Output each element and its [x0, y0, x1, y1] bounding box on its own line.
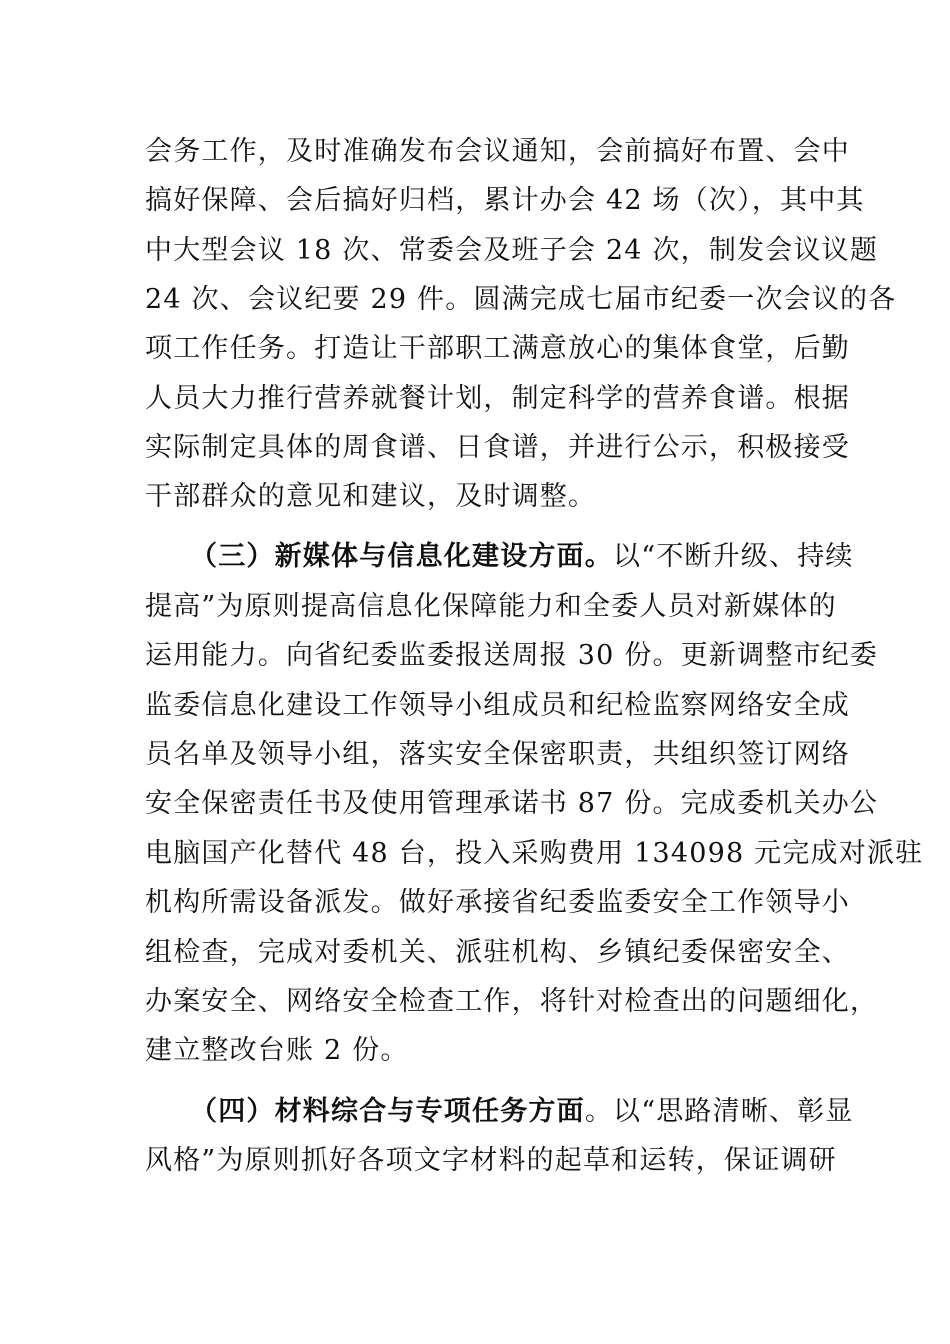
section-3-line-5: 员名单及领导小组，落实安全保密职责，共组织签订网络	[145, 739, 850, 770]
paragraph-1-line-4: 24 次、会议纪要 29 件。圆满完成七届市纪委一次会议的各	[145, 284, 897, 315]
section-3-first-line-text: 以“不断升级、持续	[613, 541, 854, 572]
section-4-line-2: 风格”为原则抓好各项文字材料的起草和运转，保证调研	[145, 1145, 837, 1176]
paragraph-1-line-3: 中大型会议 18 次、常委会及班子会 24 次，制发会议议题	[145, 235, 879, 266]
section-4-heading: （四）材料综合与专项任务方面	[190, 1096, 585, 1127]
section-3-line-8: 机构所需设备派发。做好承接省纪委监委安全工作领导小	[145, 887, 850, 918]
paragraph-1-line-7: 实际制定具体的周食谱、日食谱，并进行公示，积极接受	[145, 432, 850, 463]
paragraph-1-line-1: 会务工作，及时准确发布会议通知，会前搞好布置、会中	[145, 136, 850, 167]
paragraph-1-line-2: 搞好保障、会后搞好归档，累计办会 42 场（次），其中其	[145, 185, 865, 216]
section-3-line-6: 安全保密责任书及使用管理承诺书 87 份。完成委机关办公	[145, 788, 879, 819]
section-3-line-10: 办案安全、网络安全检查工作，将针对检查出的问题细化，	[145, 986, 879, 1017]
section-3-line-3: 运用能力。向省纪委监委报送周报 30 份。更新调整市纪委	[145, 640, 879, 671]
section-3-line-9: 组检查，完成对委机关、派驻机构、乡镇纪委保密安全、	[145, 937, 850, 968]
section-3-line-2: 提高”为原则提高信息化保障能力和全委人员对新媒体的	[145, 591, 837, 622]
section-3-first-line	[190, 537, 854, 577]
section-3-line-7: 电脑国产化替代 48 台，投入采购费用 134098 元完成对派驻	[145, 838, 924, 869]
paragraph-1-line-6: 人员大力推行营养就餐计划，制定科学的营养食谱。根据	[145, 383, 850, 414]
section-3-heading: （三）新媒体与信息化建设方面。	[190, 541, 613, 572]
section-4-first-line-text: 。以“思路清晰、彰显	[584, 1096, 854, 1127]
paragraph-1-line-8: 干部群众的意见和建议，及时调整。	[145, 481, 597, 512]
paragraph-1-line-5: 项工作任务。打造让干部职工满意放心的集体食堂，后勤	[145, 333, 850, 364]
section-3-line-4: 监委信息化建设工作领导小组成员和纪检监察网络安全成	[145, 690, 850, 721]
section-3-line-11: 建立整改台账 2 份。	[145, 1035, 409, 1066]
section-4-first-line	[190, 1092, 854, 1132]
